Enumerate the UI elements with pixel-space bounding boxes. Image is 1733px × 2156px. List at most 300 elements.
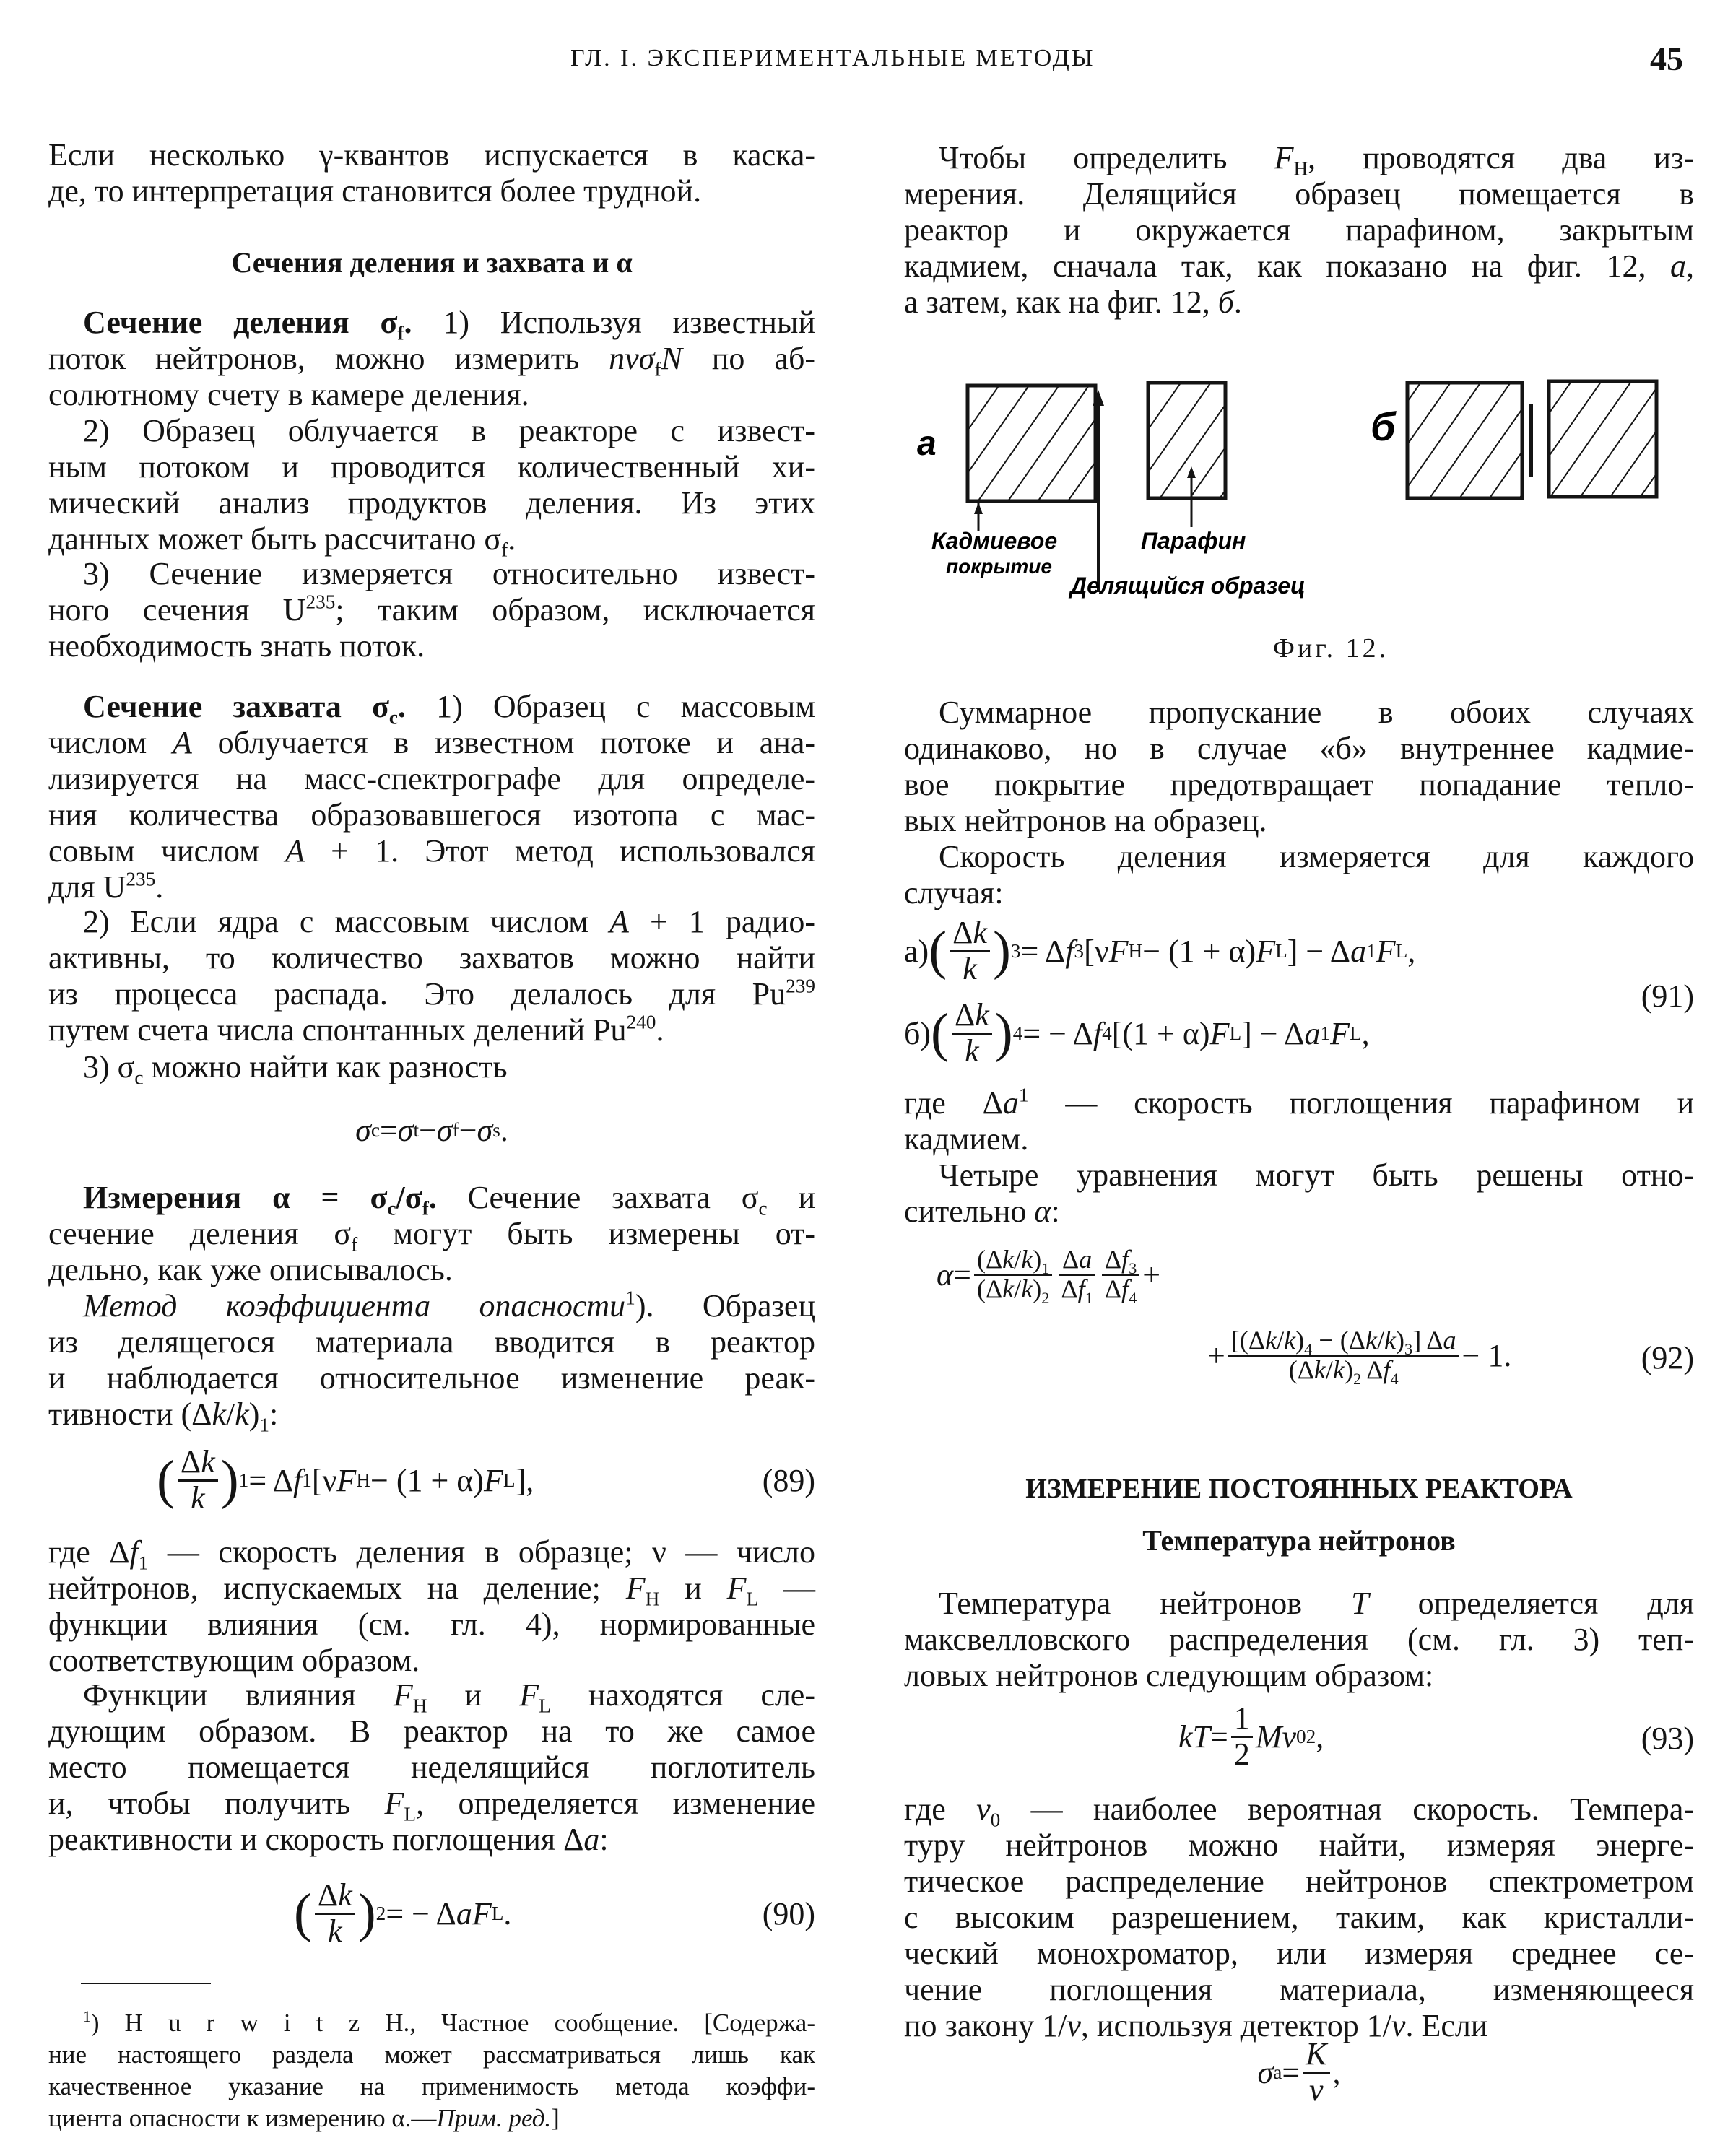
math-symbol: k [1002, 1244, 1015, 1274]
subscript: H [412, 1695, 427, 1717]
text-line [48, 1180, 816, 1220]
math-symbol: k [338, 1877, 352, 1913]
subscript: L [404, 1803, 417, 1825]
paragraph [48, 137, 815, 209]
bold-lead-in: . [428, 1180, 437, 1215]
subscript: 1 [138, 1552, 149, 1574]
text-run: — скорость деления в образце; ν — число [148, 1534, 815, 1570]
text-line: мерения. Делящийся образец помещается в [904, 176, 1694, 212]
text-run: данных может быть рассчитано σ [48, 521, 502, 557]
text-run: Δ [1062, 1244, 1080, 1274]
fraction [974, 1244, 1052, 1307]
text-run: . [155, 869, 164, 905]
text-run: ) [1396, 1325, 1405, 1355]
math-symbol: f [1383, 1355, 1391, 1384]
text-run: 1) Образец с массовым [406, 689, 815, 724]
equation-93: kT = $\frac{1}{2}$ Mv 0 2 , [1178, 1700, 1324, 1772]
text-run: , [1686, 248, 1694, 284]
subscript: L [539, 1695, 551, 1717]
figure-label-b: б [1371, 404, 1396, 449]
text-line [48, 1822, 815, 1858]
math-symbol: F [1108, 933, 1129, 969]
paragraph [48, 1534, 815, 1679]
text-line: ния количества образовавшегося изотопа с мас- [48, 797, 815, 833]
bold-lead-in: Сечение захвата σ [83, 689, 389, 724]
text-run: , проводятся два из- [1308, 140, 1694, 175]
text-line [904, 1085, 1694, 1121]
text-run: и [427, 1677, 520, 1713]
math-symbol: v [976, 1791, 991, 1827]
text-run: ) [248, 1396, 260, 1432]
math-symbol: k [1313, 1355, 1326, 1384]
equation-91-row [904, 915, 1694, 1077]
bold-lead-in: . [404, 305, 412, 340]
text-line [48, 1288, 815, 1324]
fraction-numerator [952, 999, 992, 1034]
equation-sigma-a: σ a = $\frac{K}{v}$ , [1257, 2036, 1341, 2108]
text-line: одинаково, но в случае «б» внутреннее кадмие- [904, 731, 1694, 766]
text-run: / [1325, 1355, 1333, 1384]
text-line: 2) Образец облучается в реакторе с извест- [83, 413, 815, 448]
text-run: / [1376, 1325, 1384, 1355]
text-run: могут быть измерены от- [357, 1216, 816, 1251]
text-line: Скорость деления измеряется для каждого [939, 839, 1694, 874]
text-run: поток нейтронов, можно измерить [48, 341, 609, 376]
text-run: где [904, 1791, 977, 1827]
subscript: 3 [1404, 1339, 1413, 1358]
figure-label-sample: Делящийся образец [1070, 573, 1306, 599]
text-run: Δ [952, 915, 973, 951]
paragraph [904, 695, 1694, 839]
text-line [904, 1586, 1694, 1622]
fraction-numerator [1231, 1702, 1253, 1737]
math-symbol: f [1093, 1015, 1103, 1051]
math-symbol: aF [456, 1895, 492, 1931]
fraction [1102, 1244, 1139, 1307]
fraction [178, 1446, 218, 1514]
text-run: , [1316, 1718, 1324, 1755]
math-symbol: k [973, 915, 987, 951]
text-run: / [1014, 1274, 1022, 1303]
subscript: f [654, 358, 661, 381]
paragraph [48, 689, 815, 905]
fraction-denominator [188, 1479, 208, 1516]
text-run: Δ [1104, 1274, 1122, 1303]
math-symbol: F [384, 1786, 404, 1821]
text-run: − (1 + α) [370, 1462, 485, 1498]
text-line [48, 689, 815, 729]
text-run: — скорость поглощения парафином и [1028, 1085, 1694, 1121]
figure-label-coating: покрытие [946, 555, 1052, 578]
text-run: ного сечения U [48, 592, 306, 627]
text-run: − [419, 1112, 437, 1148]
fraction [952, 999, 992, 1067]
subscript: 4 [1129, 1288, 1137, 1307]
fraction [1058, 1244, 1095, 1307]
math-symbol: nvσ [609, 341, 655, 376]
text-run: — [758, 1570, 816, 1606]
text-line [48, 833, 815, 869]
math-symbol: F [484, 1462, 503, 1498]
subscript: 4 [1390, 1369, 1399, 1388]
text-run: ) [1344, 1355, 1353, 1384]
text-run: = [953, 1256, 971, 1292]
text-run: , [1332, 2054, 1341, 2090]
math-symbol: k [201, 1444, 215, 1480]
fraction-denominator [1102, 1274, 1139, 1307]
text-run: Δ [954, 997, 976, 1033]
text-run: − 1. [1461, 1337, 1512, 1373]
text-run: + 1 радио- [628, 904, 815, 939]
math-symbol: а [1670, 248, 1686, 284]
cadmium-clad-paraffin-block [968, 386, 1095, 501]
text-run: . [500, 1112, 508, 1148]
math-symbol: a [1443, 1325, 1456, 1355]
math-symbol: Mv [1255, 1718, 1297, 1755]
text-run: циента опасности к измерению α.— [48, 2104, 437, 2132]
text-line: 3) Сечение измеряется относительно извест- [83, 556, 815, 591]
text-run: [ν [311, 1462, 337, 1498]
equation-number: (93) [1641, 1721, 1694, 1756]
arrow-head-icon [974, 503, 983, 514]
text-line: с высоким разрешением, таким, как кристалли- [904, 1900, 1694, 1935]
subsection-heading: Температура нейтронов [1142, 1524, 1456, 1557]
text-line [904, 140, 1694, 180]
text-run: − (Δ [1312, 1325, 1365, 1355]
superscript: 239 [786, 975, 815, 997]
text-run: находятся сле- [550, 1677, 815, 1713]
text-run: — наиболее вероятная скорость. Темпера- [1000, 1791, 1694, 1827]
fraction-denominator [974, 1274, 1052, 1307]
text-line: ческий монохроматор, или измеряя среднее се- [904, 1936, 1694, 1971]
paragraph [48, 556, 815, 664]
fraction [950, 916, 990, 985]
math-symbol: σ [436, 1112, 453, 1148]
text-run: ], [515, 1462, 534, 1498]
math-symbol: v [1067, 2008, 1081, 2043]
text-run: реактивности и скорость поглощения Δ [48, 1822, 584, 1857]
text-run: и [767, 1180, 816, 1215]
text-line: вых нейтронов на образец. [904, 803, 1267, 838]
math-symbol: T [1351, 1586, 1369, 1621]
text-line [48, 2007, 815, 2039]
text-line [48, 1012, 815, 1048]
text-line [48, 1677, 815, 1717]
figure-label-cadmium: Кадмиевое [931, 528, 1058, 554]
text-line: качественное указание на применимость метода коэффи- [48, 2072, 815, 2100]
equation-number: (90) [762, 1896, 815, 1931]
superscript: 240 [626, 1011, 656, 1033]
paragraph [904, 1085, 1694, 1157]
text-run: Чтобы определить [939, 140, 1274, 175]
text-line [48, 869, 815, 905]
math-symbol: k [1021, 1274, 1033, 1303]
subscript: f [501, 539, 508, 561]
text-run: и [659, 1570, 727, 1606]
math-symbol: F [1274, 140, 1294, 175]
paraffin-block-b-left [1407, 383, 1522, 498]
fraction-numerator [315, 1879, 355, 1914]
subscript: H [645, 1588, 660, 1610]
text-run: тивности (Δ [48, 1396, 212, 1432]
text-run: где Δ [48, 1534, 130, 1570]
subscript: 2 [1352, 1369, 1362, 1388]
text-line [904, 284, 1694, 321]
paragraph [904, 1791, 1694, 2044]
math-symbol: F [336, 1462, 357, 1498]
subscript: 3 [1129, 1259, 1137, 1277]
text-run: ] [551, 2104, 560, 2132]
text-run: . Если [1405, 2008, 1488, 2043]
text-line [48, 725, 815, 761]
math-symbol: k [963, 950, 977, 986]
text-run: сечение деления σ [48, 1216, 352, 1251]
paragraph [48, 1287, 815, 1436]
equation-93-row [904, 1700, 1694, 1776]
text-run: Температура нейтронов [939, 1586, 1352, 1621]
math-symbol: F [625, 1570, 646, 1606]
math-symbol: σ [1257, 2054, 1274, 2090]
math-symbol: f [293, 1462, 303, 1498]
subscript: 1 [259, 1414, 270, 1436]
text-line: мический анализ продуктов деления. Из этих [48, 485, 815, 521]
text-line: чение поглощения материала, изменяющееся [904, 1972, 1694, 2007]
text-run: совым числом [48, 833, 286, 869]
text-run: для U [48, 869, 126, 905]
text-run: ] − Δ [1287, 933, 1351, 969]
subscript: 0 [990, 1809, 1001, 1831]
fraction-denominator [325, 1915, 345, 1948]
fraction-numerator [974, 1246, 1052, 1276]
subscript: 2 [1041, 1288, 1050, 1307]
paragraph [48, 1049, 815, 1089]
text-line [48, 1396, 815, 1436]
fraction [1228, 1325, 1459, 1388]
text-run: Δ [1104, 1244, 1122, 1274]
text-run: из процесса распада. Это делалось для Pu [48, 976, 786, 1012]
text-run: = − Δ [386, 1895, 456, 1931]
math-symbol: v [1391, 2008, 1406, 2043]
paragraph [904, 140, 1694, 321]
text-run: определяется для [1368, 1586, 1694, 1621]
text-run: . [503, 1895, 512, 1931]
math-symbol: kT [1178, 1718, 1210, 1755]
text-line [904, 2008, 1694, 2044]
bold-lead-in-subscript: c [387, 1197, 396, 1220]
text-run: ) H u r w i t z H., Частное сообщение. [Содержа- [90, 2009, 815, 2037]
math-symbol: k [1365, 1325, 1377, 1355]
equation-92a [937, 1242, 1160, 1307]
text-run: = [1282, 2054, 1300, 2090]
text-run: 1) Используя известный [412, 305, 816, 340]
math-symbol: a [1002, 1085, 1019, 1121]
text-run: − (1 + α) [1142, 933, 1256, 969]
text-run: + [1207, 1337, 1225, 1373]
text-run: = Δ [1020, 933, 1066, 969]
text-run: Функции влияния [83, 1677, 394, 1713]
text-line [48, 904, 815, 940]
paragraph [48, 1677, 815, 1858]
fraction-denominator [1286, 1355, 1402, 1388]
text-run: / [1277, 1325, 1285, 1355]
math-symbol: v [1309, 2072, 1324, 2108]
math-symbol: k [212, 1396, 226, 1432]
bold-lead-in-subscript: f [422, 1197, 429, 1220]
text-line: из делящегося материала вводится в реактор [48, 1324, 815, 1360]
text-run: + 1. Этот метод использовался [305, 833, 815, 869]
math-symbol: F [726, 1570, 747, 1606]
text-line: вое покрытие предотвращает попадание тепло- [904, 767, 1694, 802]
equation-91a: а) ( $\frac{\Delta k}{k}$ ) 3 = Δ f 3 [ν F H − (1 + α) F L ] − Δ a 1 F L , [904, 915, 1416, 986]
math-symbol: α [1034, 1194, 1051, 1229]
text-run: , определяется изменение [416, 1786, 816, 1821]
fraction-denominator [962, 1035, 982, 1068]
section-heading: ИЗМЕРЕНИЕ ПОСТОЯННЫХ РЕАКТОРА [1025, 1474, 1573, 1504]
bold-lead-in-subscript: c [388, 706, 398, 729]
footnote [48, 2007, 815, 2134]
text-line: необходимость знать поток. [48, 628, 425, 664]
text-line: туру нейтронов можно найти, измеряя энерге- [904, 1827, 1694, 1863]
math-symbol: A [285, 833, 305, 869]
math-symbol: a [1304, 1015, 1321, 1051]
text-line: активны, то количество захватов можно найти [48, 940, 815, 975]
text-line: соответствующим образом. [48, 1643, 420, 1678]
math-symbol: k [235, 1396, 249, 1432]
text-run: [ν [1084, 933, 1109, 969]
text-line: ловых нейтронов следующим образом: [904, 1658, 1434, 1693]
text-line [48, 1534, 815, 1574]
text-line [48, 341, 816, 381]
superscript: 1 [83, 2007, 91, 2025]
math-symbol: A [609, 904, 629, 939]
text-run: ] Δ [1412, 1325, 1443, 1355]
text-run: : [1051, 1194, 1060, 1229]
paragraph [904, 1157, 1694, 1230]
subscript: 1 [1041, 1259, 1050, 1277]
text-run: , [1407, 933, 1416, 969]
math-symbol: F [519, 1677, 539, 1713]
text-run: 2) Если ядра с массовым числом [83, 904, 610, 939]
text-run: . [1233, 284, 1242, 320]
italic-run: Прим. ред. [436, 2104, 552, 2132]
superscript: 1 [1018, 1084, 1029, 1106]
page-number: 45 [1650, 40, 1683, 77]
text-line [48, 976, 815, 1012]
text-line: Если несколько γ-квантов испускается в каска- [48, 137, 815, 173]
fraction-denominator [960, 952, 980, 986]
equation-number: (91) [1641, 978, 1694, 1014]
equation-90: ( $\frac{\Delta k}{k}$ ) 2 = − Δ aF L . [294, 1877, 512, 1949]
text-line [48, 592, 815, 628]
paragraph [904, 839, 1694, 911]
text-line: лизируется на масс-спектрографе для определе- [48, 761, 815, 796]
text-run: ) [1033, 1244, 1042, 1274]
fraction-numerator [1228, 1327, 1459, 1357]
text-line [48, 1216, 816, 1256]
figure-caption: Фиг. 12. [1272, 633, 1389, 664]
fraction [1303, 2038, 1329, 2106]
subscript: 1 [1085, 1288, 1093, 1307]
math-symbol: a [1079, 1244, 1093, 1274]
footnote-rule [81, 1983, 211, 1984]
text-line: дующим образом. В реактор на то же самое [48, 1713, 815, 1749]
text-line [48, 2103, 815, 2134]
math-symbol: f [129, 1534, 139, 1570]
math-symbol: k [1002, 1274, 1015, 1303]
text-run: + [1142, 1256, 1161, 1292]
text-run: (Δ [976, 1244, 1003, 1274]
fraction-denominator [1058, 1274, 1095, 1307]
text-run: где Δ [904, 1085, 1003, 1121]
text-run: и, чтобы получить [48, 1786, 385, 1821]
math-symbol: k [1021, 1244, 1033, 1274]
paragraph [904, 1586, 1694, 1694]
text-run: / [1014, 1244, 1022, 1274]
text-run: (Δ [976, 1274, 1003, 1303]
superscript: 235 [126, 868, 156, 890]
text-line: дельно, как уже описывалось. [48, 1252, 453, 1287]
text-line [904, 1791, 1694, 1831]
fraction [1231, 1702, 1253, 1770]
text-run: ; таким образом, исключается [335, 592, 815, 627]
equation-sigma-c: σ c = σ t − σ f − σ s . [355, 1112, 508, 1148]
figure-label-a: а [917, 425, 937, 463]
text-line: ным потоком и проводится количественный хи- [48, 449, 815, 484]
text-run: ) [1295, 1325, 1305, 1355]
bold-lead-in: Измерения α = σ [83, 1180, 388, 1215]
text-run: [(Δ [1230, 1325, 1266, 1355]
math-symbol: N [661, 341, 682, 376]
text-run: [(1 + α) [1111, 1015, 1210, 1051]
bold-lead-in-subscript: f [397, 322, 404, 344]
text-line: максвелловского распределения (см. гл. 3) теп- [904, 1622, 1694, 1657]
text-run: по закону 1/ [904, 2008, 1067, 2043]
math-symbol: a [583, 1822, 600, 1857]
text-run: = Δ [248, 1462, 293, 1498]
text-run: Δ [1361, 1355, 1384, 1384]
text-run: = [379, 1112, 398, 1148]
equation-91b: б) ( $\frac{\Delta k}{k}$ ) 4 = − Δ f 4 [(1 + α) F L ] − Δ a 1 F L , [904, 997, 1370, 1069]
text-line: Суммарное пропускание в обоих случаях [939, 695, 1694, 730]
equation-number: (89) [762, 1463, 815, 1498]
text-line [48, 521, 815, 561]
text-line: случая: [904, 875, 1004, 910]
text-line: и наблюдается относительное изменение реак- [48, 1360, 815, 1396]
bold-lead-in: /σ [396, 1180, 422, 1215]
math-symbol: F [1256, 933, 1276, 969]
fraction-denominator [1306, 2074, 1326, 2107]
text-line [48, 1570, 816, 1610]
text-run: путем счета числа спонтанных делений Pu [48, 1012, 627, 1048]
math-symbol: k [965, 1033, 979, 1069]
equation-92b [1207, 1323, 1511, 1388]
text-run: . [656, 1012, 664, 1048]
fraction [315, 1879, 355, 1947]
italic-run: Метод коэффициента опасности [83, 1288, 626, 1323]
equation-89: ( $\frac{\Delta k}{k}$ ) 1 = Δ f 1 [ν F H − (1 + α) F L ], [157, 1444, 534, 1516]
text-run: кадмием, сначала так, как показано на фиг. 12, [904, 248, 1670, 284]
math-symbol: F [1376, 933, 1396, 969]
equation-89-row [48, 1444, 815, 1516]
math-symbol: k [1332, 1355, 1345, 1384]
paragraph [48, 1180, 815, 1288]
text-line [48, 305, 816, 344]
text-line: тическое распределение нейтронов спектрометром [904, 1864, 1694, 1899]
text-run: по аб- [682, 341, 816, 376]
text-line: солютному счету в камере деления. [48, 377, 529, 412]
text-line [904, 248, 1694, 284]
fraction-numerator [1059, 1246, 1095, 1276]
